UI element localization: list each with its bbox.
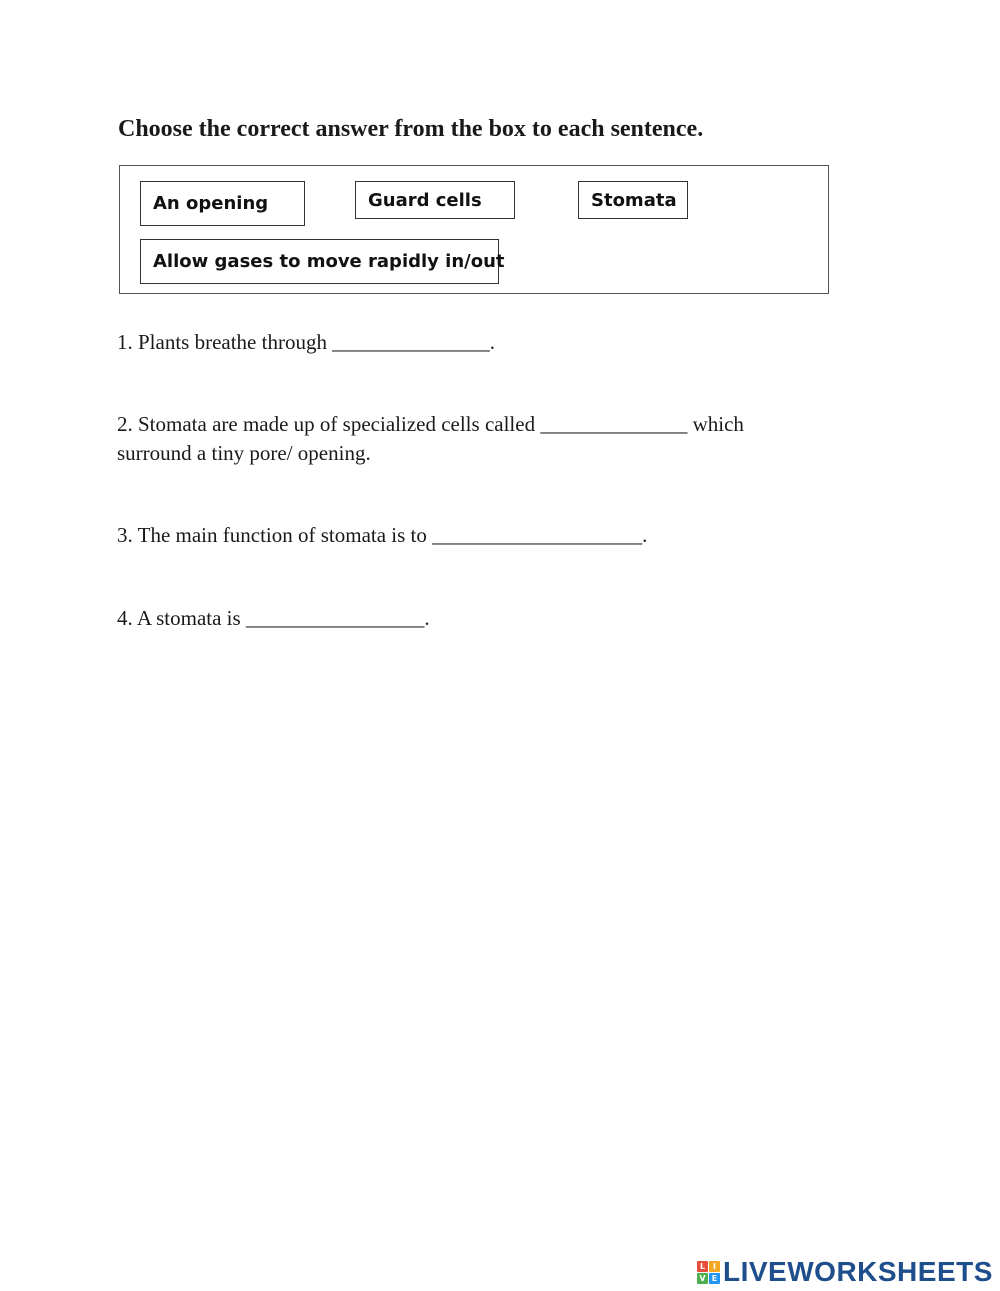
question-1: 1. Plants breathe through _______________.: [117, 330, 495, 354]
word-bank-item-allow-gases[interactable]: Allow gases to move rapidly in/out: [140, 239, 499, 284]
liveworksheets-brand: [697, 1256, 993, 1288]
logo-letter-e: E: [709, 1273, 720, 1284]
question-3: 3. The main function of stomata is to ____________________.: [117, 523, 648, 547]
brand-text: LIVEWORKSHEETS: [723, 1256, 993, 1287]
logo-letter-l: L: [697, 1261, 708, 1272]
instruction-title: Choose the correct answer from the box to each sentence.: [118, 116, 704, 142]
word-bank-item-stomata[interactable]: Stomata: [578, 181, 688, 219]
word-bank-item-guard-cells[interactable]: Guard cells: [355, 181, 515, 219]
liveworksheets-logo-icon: [697, 1261, 720, 1284]
logo-letter-i: I: [709, 1261, 720, 1272]
question-2: [117, 410, 744, 468]
word-bank-item-an-opening[interactable]: An opening: [140, 181, 305, 226]
question-2-line-1: 2. Stomata are made up of specialized cells called ______________ which: [117, 412, 744, 436]
logo-letter-v: V: [697, 1273, 708, 1284]
question-2-line-2: surround a tiny pore/ opening.: [117, 441, 371, 465]
question-4: 4. A stomata is _________________.: [117, 606, 430, 630]
